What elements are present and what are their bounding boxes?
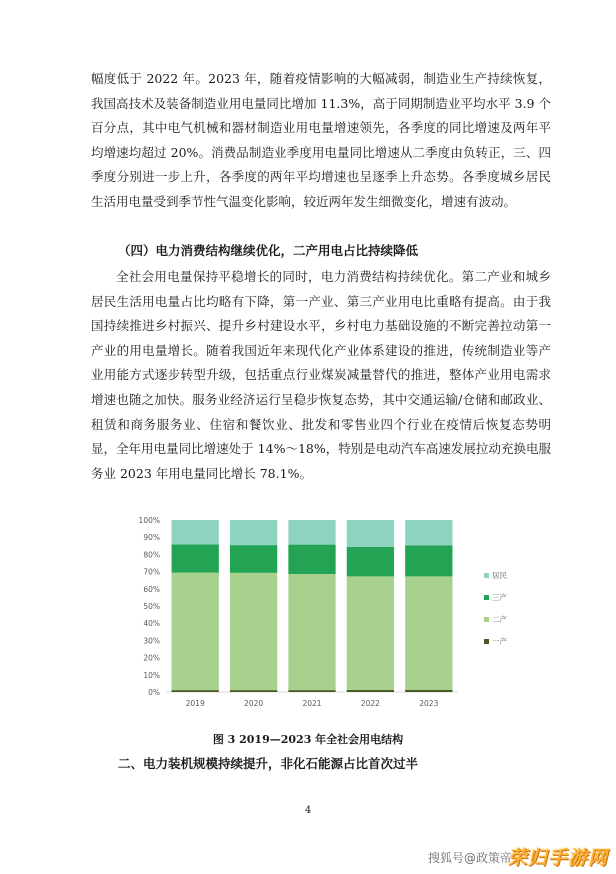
watermark-brand-logo: 荣归手游网	[507, 847, 608, 869]
bar-segment	[172, 520, 219, 544]
bar-segment	[405, 545, 452, 576]
legend-label: 二产	[492, 615, 507, 624]
bar-segment	[288, 574, 335, 690]
bar-segment	[405, 576, 452, 689]
page-number: 4	[304, 805, 312, 816]
bar-segment	[405, 520, 452, 545]
legend-swatch	[484, 639, 489, 644]
bar-segment	[230, 690, 277, 692]
y-tick-label: 40%	[143, 619, 160, 629]
bar-segment	[347, 690, 394, 692]
legend-swatch	[484, 595, 489, 600]
bar-segment	[405, 690, 452, 692]
y-tick-label: 20%	[143, 653, 160, 663]
legend-label: 居民	[492, 571, 507, 580]
electricity-structure-chart	[132, 510, 532, 710]
y-tick-label: 30%	[143, 636, 160, 646]
bar-segment	[347, 520, 394, 547]
legend-label: 一产	[492, 637, 507, 646]
y-tick-label: 0%	[148, 688, 160, 697]
y-tick-label: 50%	[143, 602, 160, 611]
x-tick-label: 2021	[302, 699, 322, 708]
section-heading-installed-capacity: 二、电力装机规模持续提升，非化石能源占比首次过半	[118, 756, 419, 771]
bar-segment	[230, 545, 277, 573]
y-tick-label: 100%	[138, 516, 160, 525]
watermark	[428, 840, 608, 870]
bar-segment	[230, 573, 277, 690]
y-tick-label: 10%	[143, 670, 160, 680]
bar-segment	[288, 690, 335, 692]
section-heading-consumption-structure: （四）电力消费结构继续优化，二产用电占比持续降低	[118, 243, 419, 258]
x-tick-label: 2022	[360, 699, 380, 708]
y-tick-label: 60%	[143, 584, 160, 594]
y-tick-label: 70%	[143, 567, 160, 577]
bar-segment	[230, 520, 277, 545]
legend-label: 三产	[492, 593, 507, 602]
x-tick-label: 2020	[244, 699, 264, 708]
bar-segment	[172, 544, 219, 572]
bar-segment	[347, 576, 394, 690]
bar-segment	[172, 690, 219, 692]
bar-segment	[288, 545, 335, 574]
x-tick-label: 2019	[185, 699, 205, 708]
paragraph-consumption-structure: 全社会用电量保持平稳增长的同时，电力消费结构持续优化。第二产业和城乡居民生活用电量占比均略有下降，第一产业、第三产业用电比重略有提高。由于我国持续推进乡村振兴、提升乡村建设水平，乡村电力基础设施的不断完善拉动第一产业的用电量增长。随着我国近年来现代化产业体系建设的推进，传统制造业等产业用能方式逐步转型升级，包括重点行业煤炭减量替代的推进，整体产业用电需求增速也随之加快。服务业经济运行呈稳步恢复态势，其中交通运输/仓储和邮政业、租赁和商务服务业、住宿和餐饮业、批发和零售业四个行业在疫情后恢复态势明显，全年用电量同比增速处于 14%～18%，特别是电动汽车高速发展拉动充换电服务业 2023 年用电量同比增长 78.1%。	[91, 269, 551, 481]
y-tick-label: 90%	[143, 533, 160, 543]
y-tick-label: 80%	[143, 550, 160, 560]
watermark-sohu-text: 搜狐号@政策帝	[428, 851, 513, 865]
legend-swatch	[484, 617, 489, 622]
legend-swatch	[484, 573, 489, 578]
paragraph-intro: 幅度低于 2022 年。2023 年，随着疫情影响的大幅减弱，制造业生产持续恢复，我国高技术及装备制造业用电量同比增加 11.3%，高于同期制造业平均水平 3.9 个百分点，其中电气机械和器材制造业用电量增速领先，各季度的同比增速及两年平均增速均超过 20%。消费品制造业季度用电量同比增速从二季度由负转正，三、四季度分别进一步上升，各季度的两年平均增速也呈逐季上升态势。各季度城乡居民生活用电量受到季节性气温变化影响，较近两年发生细微变化，增速有波动。	[91, 71, 551, 209]
figure-caption: 图 3 2019—2023 年全社会用电结构	[212, 733, 404, 746]
bar-segment	[288, 520, 335, 545]
x-tick-label: 2023	[419, 699, 439, 708]
bar-segment	[347, 547, 394, 577]
bar-segment	[172, 573, 219, 690]
